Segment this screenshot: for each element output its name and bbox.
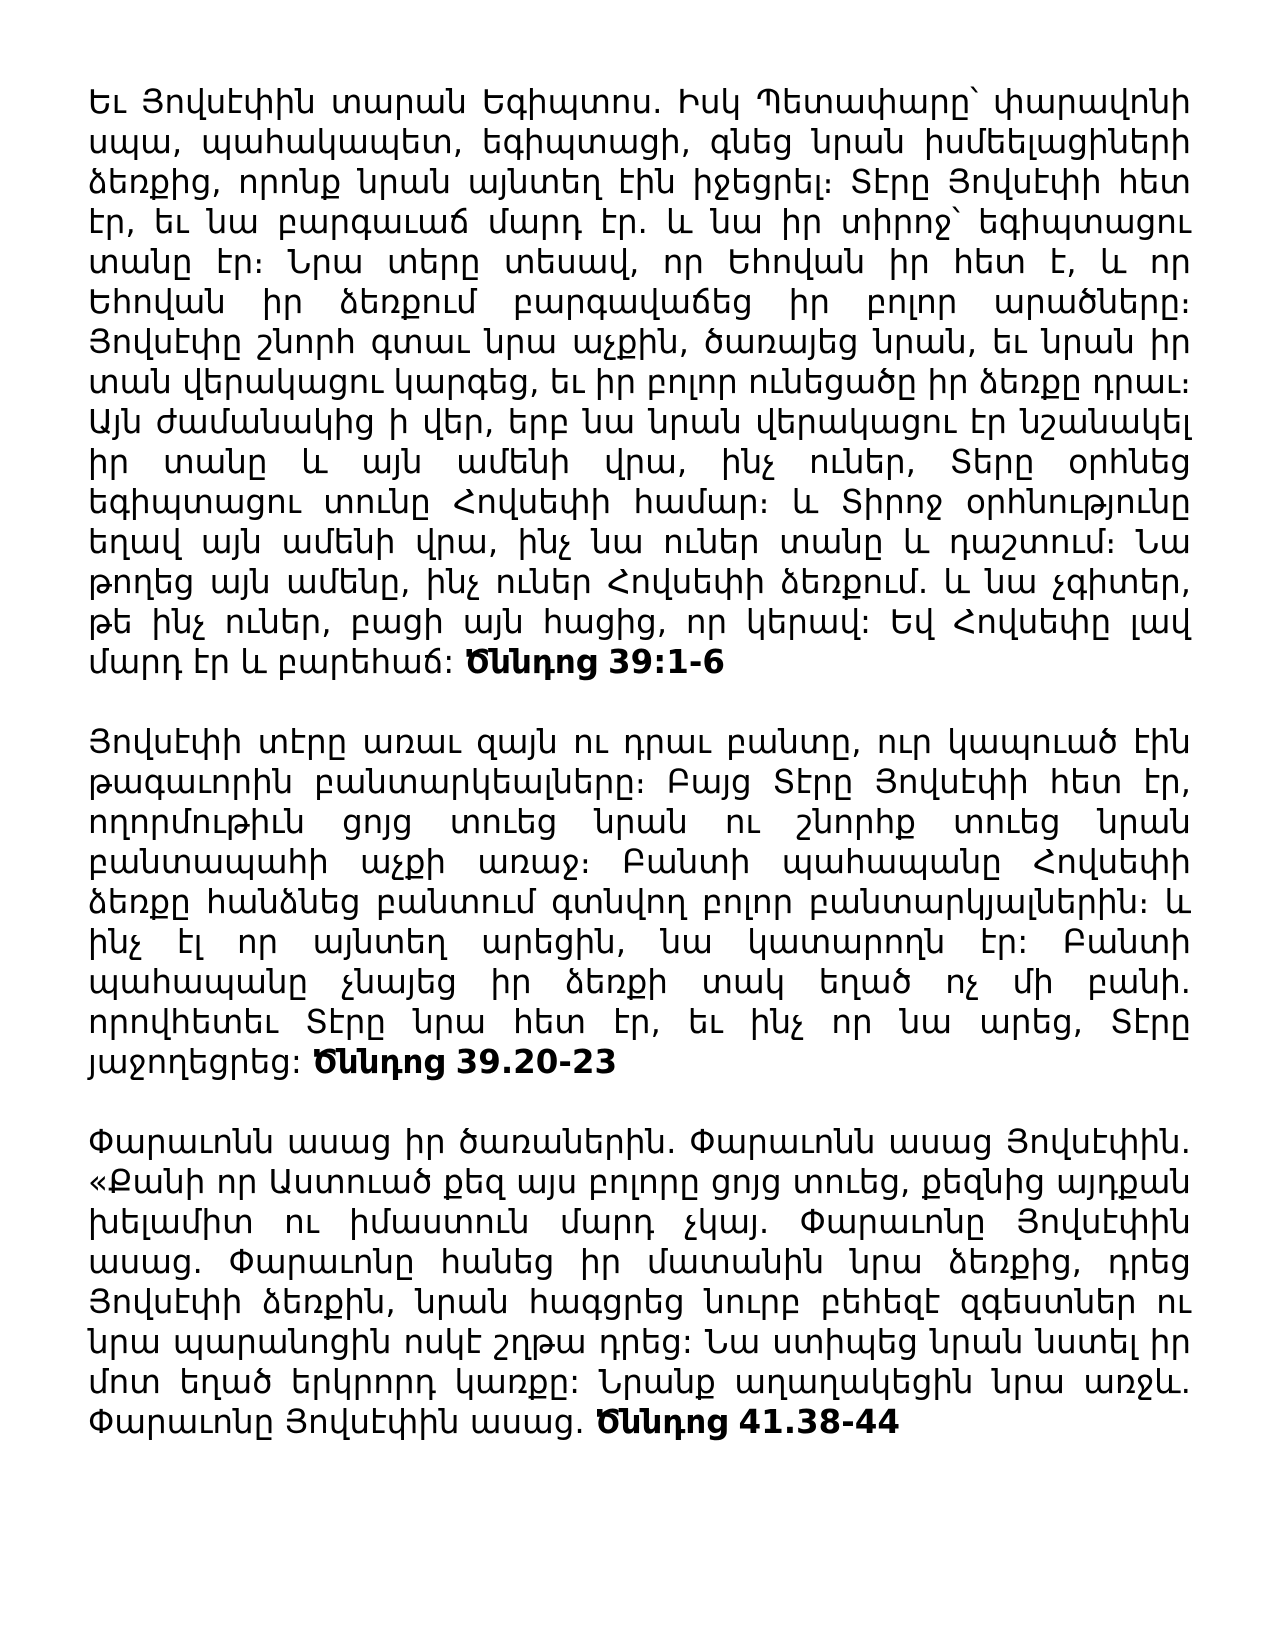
scripture-paragraph-1 — [88, 82, 1191, 682]
scripture-paragraph-3 — [88, 1122, 1191, 1442]
paragraph-text: Փարաւոնն ասաց իր ծառաներին. Փարաւոնն ասաց Յովսէփին. «Քանի որ Աստուած քեզ այս բոլորը ցոյց տուեց, քեզնից այդքան խելամիտ ու իմաստուն մարդ չկայ. Փարաւոնը Յովսէփին ասաց. Փարաւոնը հանեց իր մատանին նրա ձեռքից, դրեց Յովսէփի ձեռքին, նրան հագցրեց նուրբ բեհեզէ զգեստներ ու նրա պարանոցին ոսկէ շղթա դրեց: Նա ստիպեց նրան նստել իր մոտ եղած երկրորդ կառքը: Նրանք աղաղակեցին նրա առջև. Փարաւոնը Յովսէփին ասաց. — [88, 1123, 1191, 1441]
paragraph-text: Յովսէփի տէրը առաւ զայն ու դրաւ բանտը, ուր կապուած էին թագաւորին բանտարկեալները։ Բայց Տէրը Յովսէփի հետ էր, ողորմութիւն ցոյց տուեց նրան ու շնորհք տուեց նրան բանտապահի աչքի առաջ։ Բանտի պահապանը Հովսեփի ձեռքը հանձնեց բանտում գտնվող բոլոր բանտարկյալներին։ և ինչ էլ որ այնտեղ արեցին, նա կատարողն էր: Բանտի պահապանը չնայեց իր ձեռքի տակ եղած ոչ մի բանի. որովհետեւ Տէրը նրա հետ էր, եւ ինչ որ նա արեց, Տէրը յաջողեցրեց: — [88, 723, 1191, 1081]
document-page — [88, 82, 1191, 1482]
scripture-reference: Ծննդոց 39:1-6 — [464, 643, 725, 681]
scripture-reference: Ծննդոց 39.20-23 — [312, 1043, 618, 1081]
scripture-reference: Ծննդոց 41.38-44 — [595, 1403, 900, 1441]
scripture-paragraph-2 — [88, 722, 1191, 1082]
paragraph-text: Եւ Յովսէփին տարան Եգիպտոս. Իսկ Պետափարը՝ փարավոնի սպա, պահակապետ, եգիպտացի, գնեց նրան իսմեելացիների ձեռքից, որոնք նրան այնտեղ էին իջեցրել։ Տէրը Յովսէփի հետ էր, եւ նա բարգաւաճ մարդ էր. և նա իր տիրոջ՝ եգիպտացու տանը էր։ Նրա տերը տեսավ, որ Եհովան իր հետ է, և որ Եհովան իր ձեռքում բարգավաճեց իր բոլոր արածները։ Յովսէփը շնորհ գտաւ նրա աչքին, ծառայեց նրան, եւ նրան իր տան վերակացու կարգեց, եւ իր բոլոր ունեցածը իր ձեռքը դրաւ։ Այն ժամանակից ի վեր, երբ նա նրան վերակացու էր նշանակել իր տանը և այն ամենի վրա, ինչ ուներ, Տերը օրհնեց եգիպտացու տունը Հովսեփի համար։ և Տիրոջ օրհնությունը եղավ այն ամենի վրա, ինչ նա ուներ տանը և դաշտում։ Նա թողեց այն ամենը, ինչ ուներ Հովսեփի ձեռքում. և նա չգիտեր, թե ինչ ուներ, բացի այն հացից, որ կերավ: Եվ Հովսեփը լավ մարդ էր և բարեհաճ: — [88, 83, 1191, 681]
